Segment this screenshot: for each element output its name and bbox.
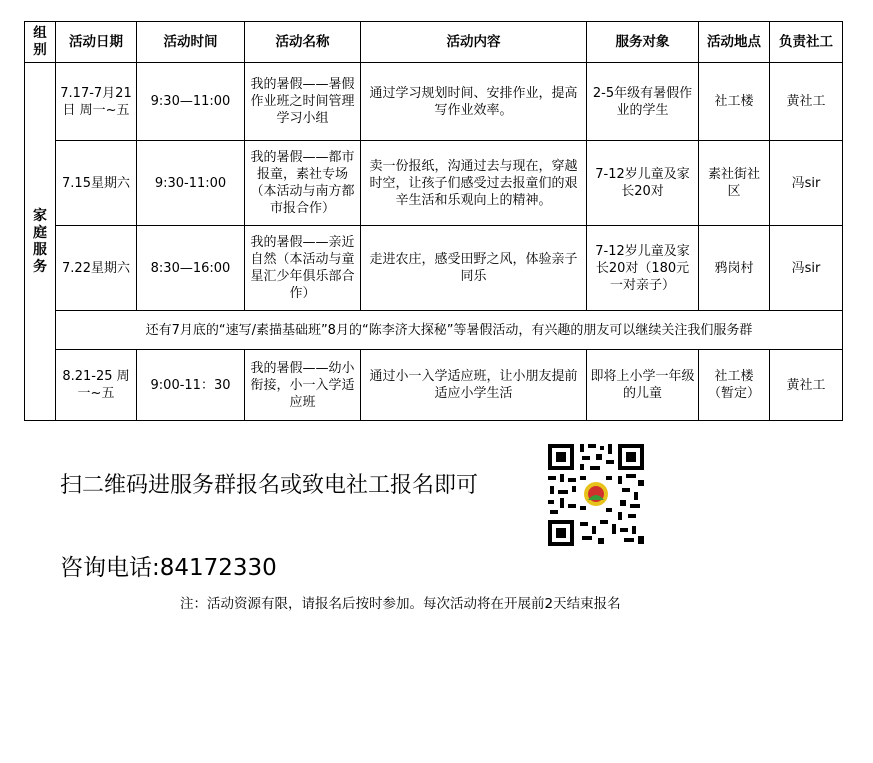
header-name: 活动名称 (245, 22, 361, 63)
header-date: 活动日期 (56, 22, 137, 63)
content-cell: 卖一份报纸，沟通过去与现在，穿越时空，让孩子们感受过去报童们的艰辛生活和乐观向上的精神。 (361, 141, 587, 226)
date-cell: 7.17-7月21日 周一~五 (56, 63, 137, 141)
content-cell: 通过学习规划时间、安排作业，提高写作业效率。 (361, 63, 587, 141)
worker-cell: 冯sir (770, 226, 843, 311)
date-cell: 7.15星期六 (56, 141, 137, 226)
time-cell: 9:30-11:00 (137, 141, 245, 226)
content-cell: 通过小一入学适应班，让小朋友提前适应小学生活 (361, 350, 587, 421)
phone-number: 咨询电话:84172330 (60, 555, 277, 581)
time-cell: 9:00-11：30 (137, 350, 245, 421)
table-row (25, 350, 843, 421)
table-row (25, 226, 843, 311)
header-content: 活动内容 (361, 22, 587, 63)
time-cell: 8:30—16:00 (137, 226, 245, 311)
target-cell: 2-5年级有暑假作业的学生 (587, 63, 699, 141)
table-row (25, 63, 843, 141)
target-cell: 即将上小学一年级的儿童 (587, 350, 699, 421)
content-cell: 走进农庄，感受田野之风，体验亲子同乐 (361, 226, 587, 311)
table-header-row (25, 22, 843, 63)
location-cell: 社工楼（暂定） (699, 350, 770, 421)
date-cell: 7.22星期六 (56, 226, 137, 311)
header-target: 服务对象 (587, 22, 699, 63)
worker-cell: 黄社工 (770, 350, 843, 421)
activity-name-cell: 我的暑假——都市报童，素社专场（本活动与南方都市报合作） (245, 141, 361, 226)
footer-note: 注：活动资源有限，请报名后按时参加。每次活动将在开展前2天结束报名 (180, 596, 621, 612)
header-group: 组别 (25, 22, 56, 63)
worker-cell: 黄社工 (770, 63, 843, 141)
note-row (25, 311, 843, 350)
time-cell: 9:30—11:00 (137, 63, 245, 141)
header-time: 活动时间 (137, 22, 245, 63)
signup-instruction: 扫二维码进服务群报名或致电社工报名即可 (60, 473, 479, 498)
target-cell: 7-12岁儿童及家长20对 (587, 141, 699, 226)
qr-code-icon[interactable] (546, 442, 646, 548)
worker-cell: 冯sir (770, 141, 843, 226)
activity-schedule-table (24, 21, 843, 421)
location-cell: 素社街社区 (699, 141, 770, 226)
header-location: 活动地点 (699, 22, 770, 63)
header-worker: 负责社工 (770, 22, 843, 63)
activity-name-cell: 我的暑假——暑假作业班之时间管理学习小组 (245, 63, 361, 141)
target-cell: 7-12岁儿童及家长20对（180元一对亲子） (587, 226, 699, 311)
table-row (25, 141, 843, 226)
location-cell: 社工楼 (699, 63, 770, 141)
date-cell: 8.21-25 周一~五 (56, 350, 137, 421)
activity-name-cell: 我的暑假——亲近自然（本活动与童星汇少年俱乐部合作） (245, 226, 361, 311)
activity-name-cell: 我的暑假——幼小衔接，小一入学适应班 (245, 350, 361, 421)
location-cell: 鸦岗村 (699, 226, 770, 311)
more-activities-note: 还有7月底的“速写/素描基础班”8月的“陈李济大探秘”等暑假活动，有兴趣的朋友可以继续关注我们服务群 (56, 311, 843, 350)
group-cell: 家庭服务 (25, 63, 56, 421)
